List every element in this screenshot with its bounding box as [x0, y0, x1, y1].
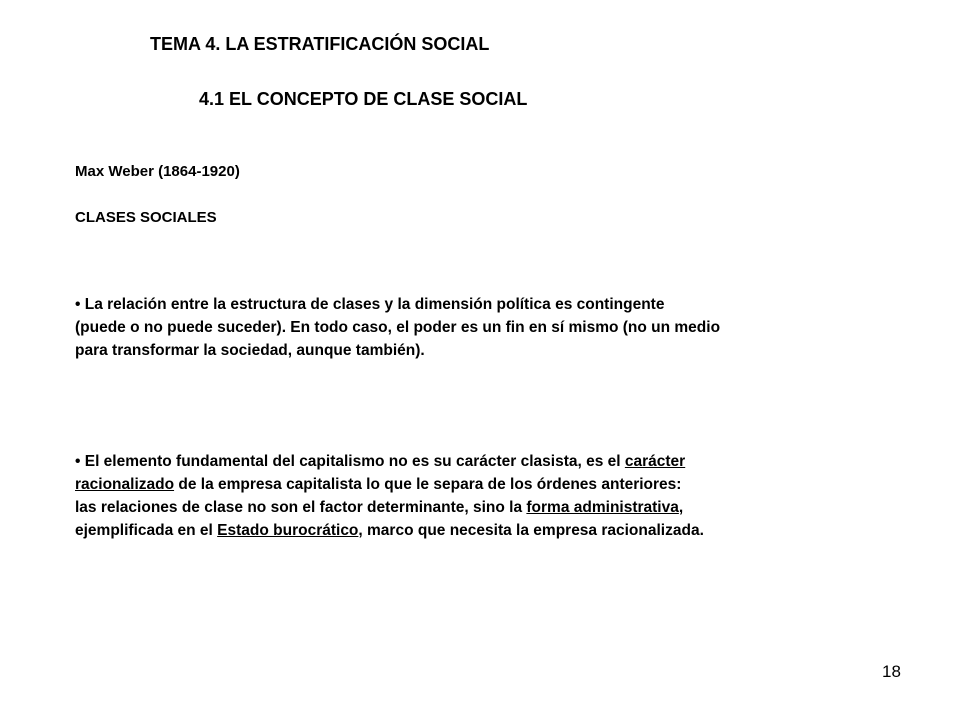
paragraph-text: , marco que necesita la empresa racionalizada. — [358, 522, 704, 539]
slide-subtitle: 4.1 EL CONCEPTO DE CLASE SOCIAL — [199, 89, 528, 109]
page-number: 18 — [882, 662, 901, 681]
paragraph-line: (puede o no puede suceder). En todo caso, el poder es un fin en sí mismo (no un medio — [75, 319, 721, 336]
paragraph-line — [75, 519, 875, 542]
paragraph-line — [75, 450, 875, 473]
underlined-term-estado-burocratico: Estado burocrático — [217, 522, 359, 539]
paragraph-text: • El elemento fundamental del capitalismo no es su carácter clasista, es el — [75, 453, 625, 470]
paragraph-line — [75, 473, 875, 496]
paragraph-line: • La relación entre la estructura de clases y la dimensión política es contingente — [75, 296, 665, 313]
paragraph-text: ejemplificada en el — [75, 522, 218, 539]
slide-title: TEMA 4. LA ESTRATIFICACIÓN SOCIAL — [150, 34, 490, 54]
paragraph-text: las relaciones de clase no son el factor determinante, sino la — [75, 499, 527, 516]
underlined-term-forma-administrativa: forma administrativa — [526, 499, 679, 516]
bullet-paragraph-capitalism — [75, 450, 875, 542]
paragraph-text: , — [678, 499, 684, 516]
underlined-term-racionalizado: racionalizado — [75, 476, 175, 493]
underlined-term-caracter: carácter — [624, 453, 686, 470]
paragraph-text: de la empresa capitalista lo que le separa de los órdenes anteriores: — [174, 476, 682, 493]
paragraph-line: para transformar la sociedad, aunque también). — [75, 342, 425, 359]
bullet-paragraph-power — [75, 293, 875, 362]
section-heading: CLASES SOCIALES — [75, 209, 217, 226]
author-line: Max Weber (1864-1920) — [75, 163, 240, 180]
paragraph-line — [75, 496, 875, 519]
